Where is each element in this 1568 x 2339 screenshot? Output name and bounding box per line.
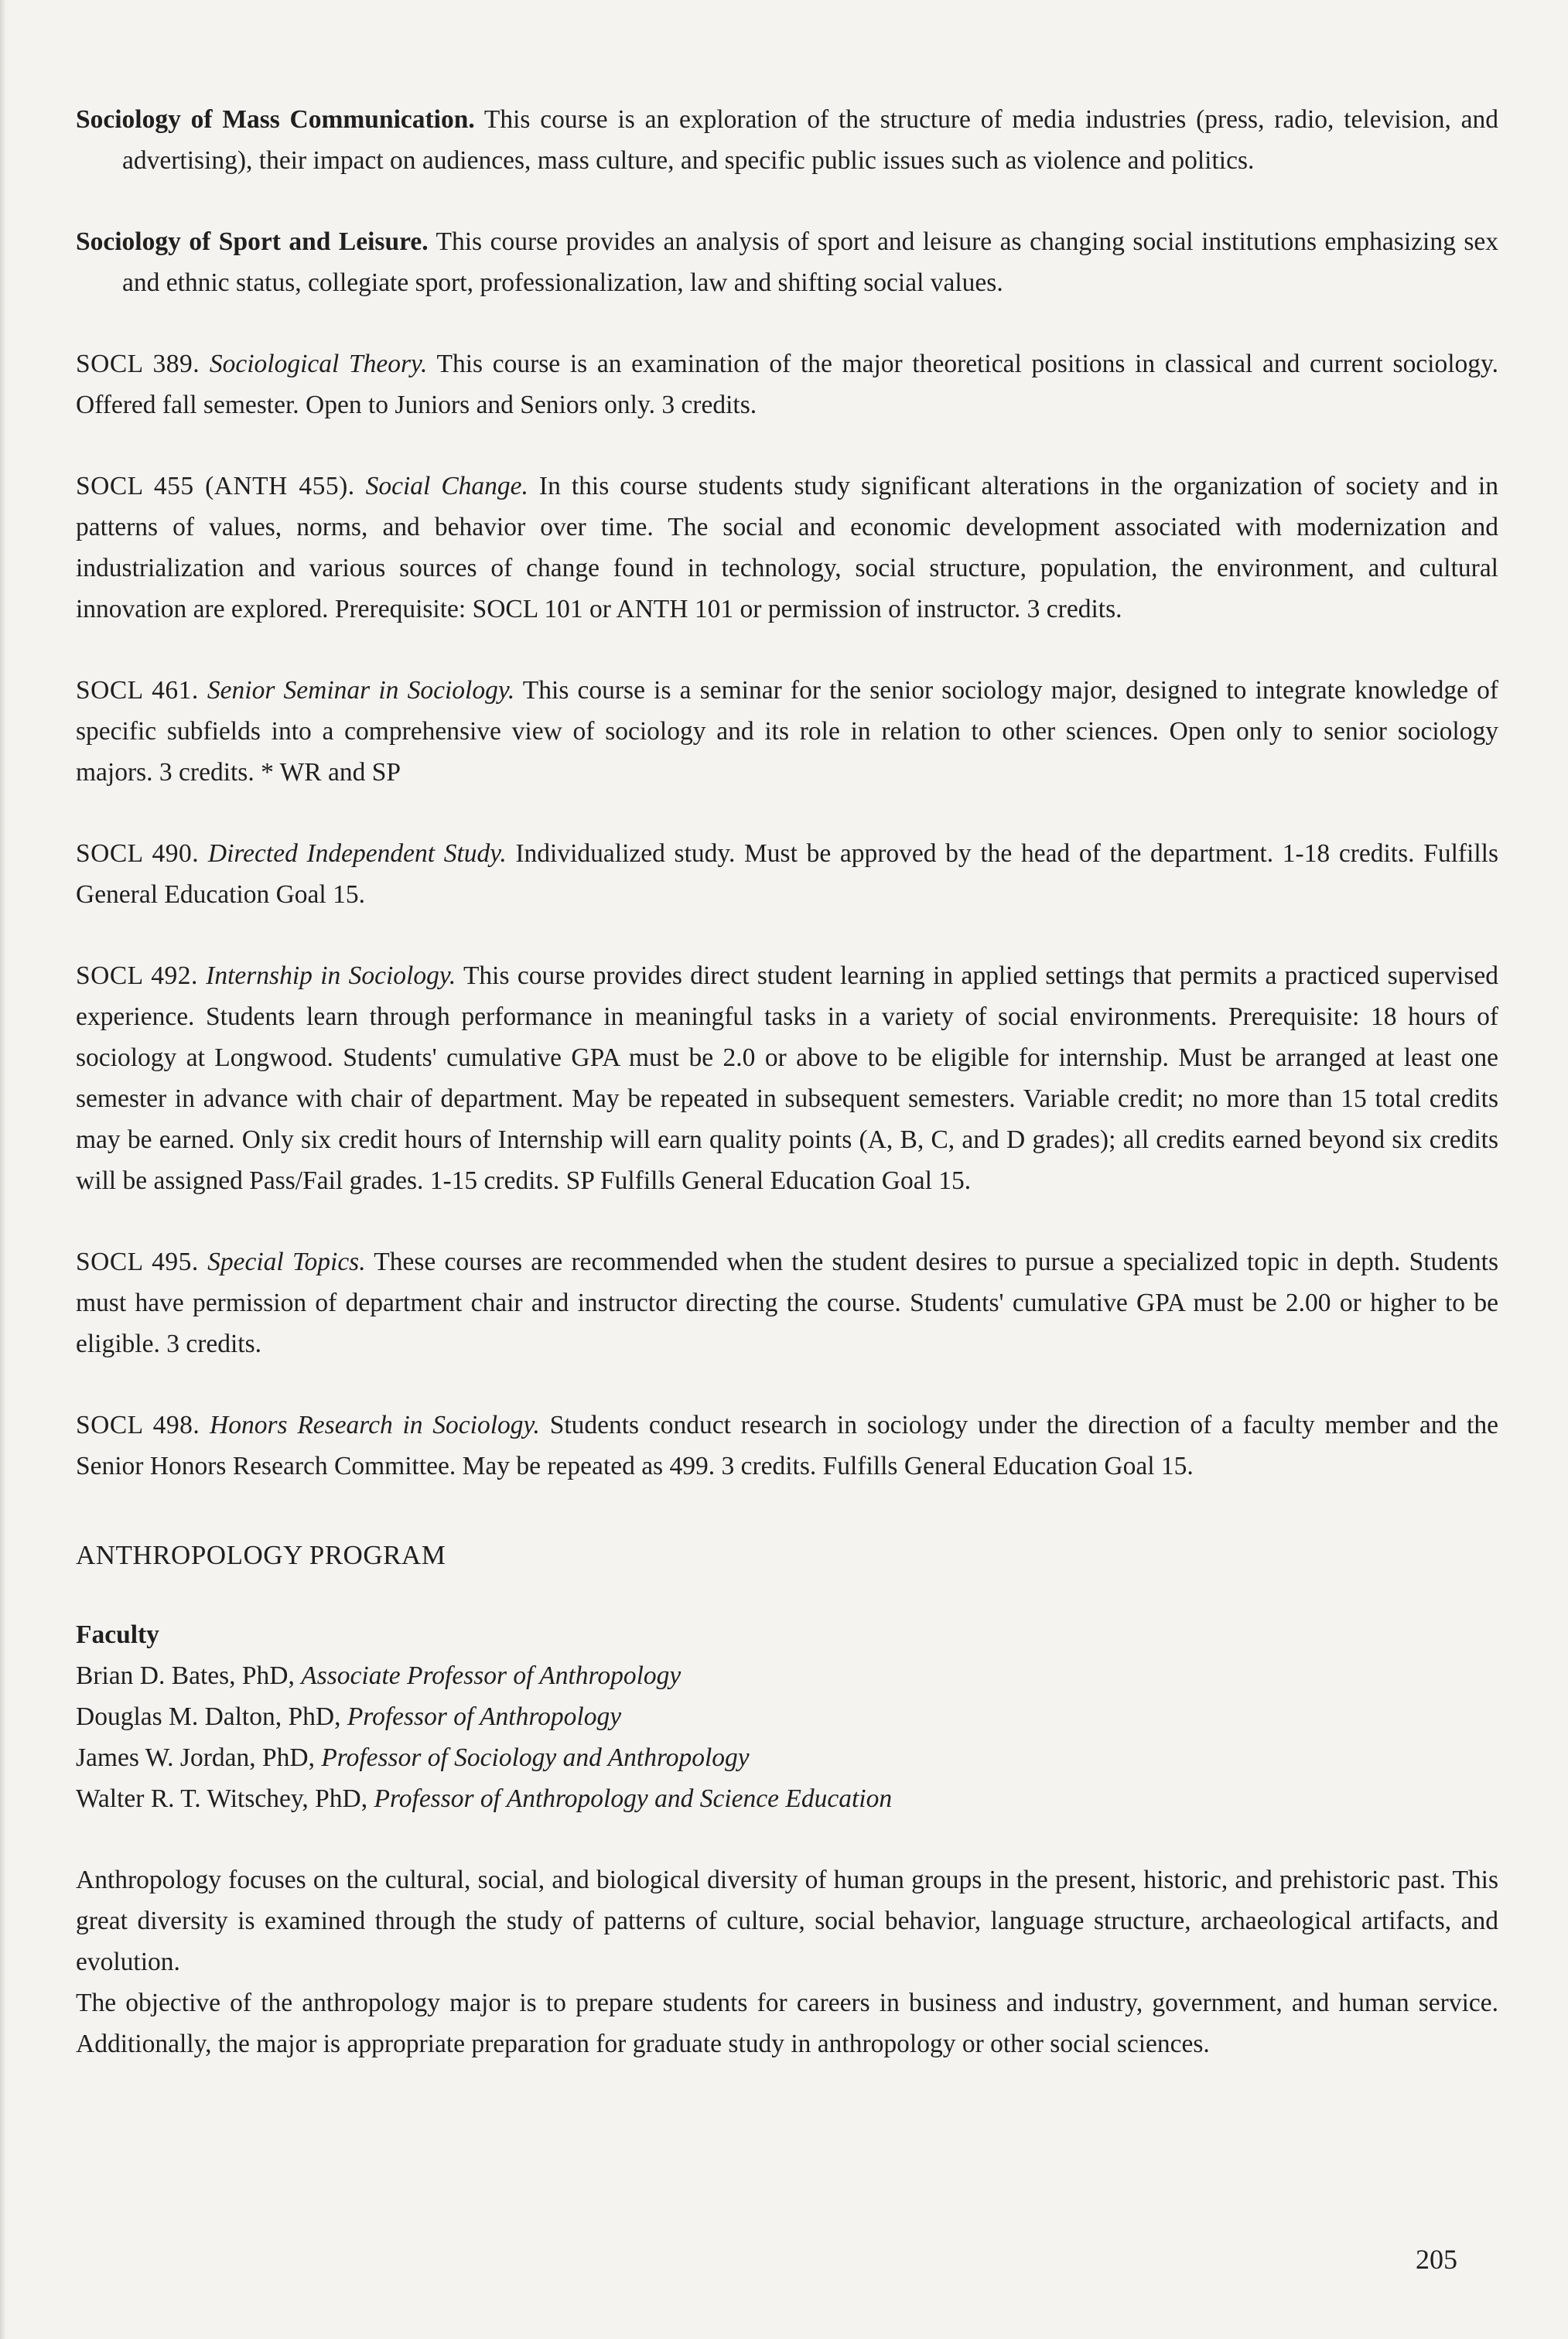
- course-description: This course is an examination of the major theoretical positions in classical and current sociology. Offered fall semester. Open to Juniors and Seniors only. 3 credits.: [76, 350, 1498, 419]
- faculty-name: Brian D. Bates, PhD,: [76, 1661, 302, 1690]
- course-code: SOCL 492.: [76, 961, 198, 990]
- course-entry-socl-455: [76, 466, 1498, 630]
- course-description: This course provides an analysis of sport and leisure as changing social institutions emphasizing sex and ethnic status, collegiate sport, professionalization, law and shifting social values.: [122, 227, 1499, 297]
- course-description: This course is an exploration of the structure of media industries (press, radio, television, and advertising), their impact on audiences, mass culture, and specific public issues such as violence and politics.: [122, 105, 1498, 175]
- faculty-name: James W. Jordan, PhD,: [76, 1743, 322, 1772]
- faculty-member: [76, 1737, 1498, 1778]
- course-code: SOCL 455 (ANTH 455).: [76, 472, 355, 500]
- course-title: Social Change.: [365, 472, 528, 500]
- course-description: Individualized study. Must be approved by the head of the department. 1-18 credits. Fulfills General Education Goal 15.: [76, 839, 1498, 909]
- faculty-list: [76, 1614, 1498, 1819]
- course-description: This course is a seminar for the senior sociology major, designed to integrate knowledge of specific subfields into a comprehensive view of sociology and its role in relation to other sciences. Open only to senior sociology majors. 3 credits. * WR and SP: [76, 676, 1499, 787]
- course-title: Honors Research in Sociology.: [210, 1411, 540, 1439]
- section-heading-anthropology: ANTHROPOLOGY PROGRAM: [76, 1540, 446, 1570]
- course-code: SOCL 389.: [76, 350, 200, 378]
- course-description: Students conduct research in sociology under the direction of a faculty member and the Senior Honors Research Committee. May be repeated as 499. 3 credits. Fulfills General Education Goal 15.: [76, 1411, 1499, 1480]
- faculty-title: Associate Professor of Anthropology: [301, 1661, 682, 1690]
- course-code: SOCL 461.: [76, 676, 199, 705]
- course-entry-socl-461: [76, 670, 1498, 793]
- course-entry-socl-490: [76, 833, 1498, 915]
- course-code: SOCL 498.: [76, 1411, 200, 1439]
- course-title: Special Topics.: [207, 1248, 366, 1276]
- course-title: Directed Independent Study.: [207, 839, 507, 868]
- course-code: SOCL 490.: [76, 839, 200, 868]
- course-description: In this course students study significant alterations in the organization of society and in patterns of values, norms, and behavior over time. The social and economic development associated with modernization and industrialization and various sources of change found in technology, social structure, population, the environment, and cultural innovation are explored. Prerequisite: SOCL 101 or ANTH 101 or permission of instructor. 3 credits.: [76, 472, 1498, 623]
- course-title: Sociology of Mass Communication.: [76, 105, 475, 134]
- faculty-member: [76, 1696, 1498, 1737]
- faculty-title: Professor of Sociology and Anthropology: [321, 1743, 750, 1772]
- faculty-name: Walter R. T. Witschey, PhD,: [76, 1784, 374, 1813]
- course-entry-socl-495: [76, 1241, 1498, 1364]
- course-description: This course provides direct student learning in applied settings that permits a practiced supervised experience. Students learn through performance in meaningful tasks in a variety of social environments. Prerequisite: 18 hours of sociology at Longwood. Students' cumulative GPA must be 2.0 or above to be eligible for internship. Must be arranged at least one semester in advance with chair of department. May be repeated in subsequent semesters. Variable credit; no more than 15 total credits may be earned. Only six credit hours of Internship will earn quality points (A, B, C, and D grades); all credits earned beyond six credits will be assigned Pass/Fail grades. 1-15 credits. SP Fulfills General Education Goal 15.: [76, 961, 1498, 1195]
- faculty-member: [76, 1778, 1498, 1819]
- faculty-heading: Faculty: [76, 1620, 159, 1649]
- course-entry-sport-leisure: [76, 221, 1498, 303]
- course-title: Sociology of Sport and Leisure.: [76, 227, 429, 256]
- faculty-name: Douglas M. Dalton, PhD,: [76, 1702, 347, 1731]
- course-entry-socl-389: [76, 343, 1498, 425]
- course-title: Senior Seminar in Sociology.: [207, 676, 515, 705]
- course-code: SOCL 495.: [76, 1248, 199, 1276]
- faculty-title: Professor of Anthropology and Science Education: [374, 1784, 893, 1813]
- anthropology-intro-paragraph: Anthropology focuses on the cultural, social, and biological diversity of human groups in the present, historic, and prehistoric past. This great diversity is examined through the study of patterns of culture, social behavior, language structure, archaeological artifacts, and evolution.: [76, 1866, 1498, 1976]
- course-entry-mass-communication: [76, 99, 1498, 181]
- course-description: These courses are recommended when the student desires to pursue a specialized topic in depth. Students must have permission of department chair and instructor directing the course. Students' cumulative GPA must be 2.00 or higher to be eligible. 3 credits.: [76, 1248, 1499, 1358]
- course-title: Internship in Sociology.: [206, 961, 456, 990]
- course-entry-socl-498: [76, 1405, 1498, 1487]
- faculty-member: [76, 1655, 1498, 1696]
- course-title: Sociological Theory.: [209, 350, 428, 378]
- page-number: 205: [1416, 2244, 1457, 2275]
- anthropology-objective-paragraph: The objective of the anthropology major is to prepare students for careers in business and industry, government, and human service. Additionally, the major is appropriate preparation for graduate study in anthropology or other social sciences.: [76, 1989, 1498, 2058]
- faculty-title: Professor of Anthropology: [347, 1702, 622, 1731]
- course-entry-socl-492: [76, 955, 1498, 1201]
